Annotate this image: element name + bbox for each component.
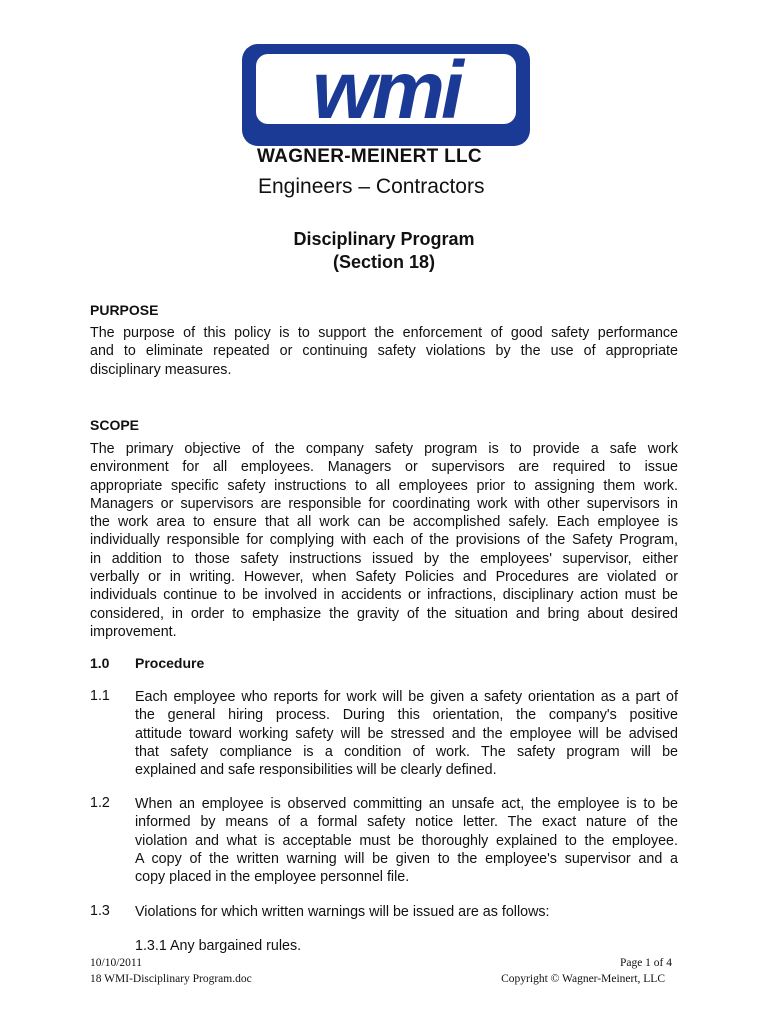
purpose-heading: PURPOSE — [90, 302, 159, 318]
item-line: the general hiring process. During this orientation, the company's positive — [135, 707, 678, 724]
item-number: 1.1 — [90, 688, 110, 704]
scope-heading: SCOPE — [90, 417, 140, 433]
scope-line: improvement. — [90, 623, 177, 640]
item-line: Each employee who reports for work will be given a safety orientation as a part of — [135, 689, 678, 705]
scope-line: appropriate specific safety instructions to all employees prior to assigning them work. — [90, 477, 678, 494]
company-name: WAGNER-MEINERT LLC — [257, 146, 482, 167]
purpose-line: and to eliminate repeated or continuing safety violations by the use of appropriate — [90, 343, 678, 360]
item-line: explained and safe responsibilities will be clearly defined. — [135, 762, 497, 779]
item-paragraph — [135, 903, 678, 921]
purpose-line: The purpose of this policy is to support the enforcement of good safety performance — [90, 325, 678, 341]
item-paragraph — [135, 688, 678, 779]
item-paragraph — [135, 795, 678, 886]
item-line: informed by means of a formal safety notice letter. The exact nature of the — [135, 814, 678, 831]
scope-line: The primary objective of the company safety program is to provide a safe work — [90, 441, 678, 457]
item-line: violation and what is acceptable must be thoroughly explained to the employee. — [135, 832, 678, 849]
item-line: A copy of the written warning will be given to the employee's supervisor and a — [135, 850, 678, 867]
procedure-number: 1.0 — [90, 655, 110, 671]
scope-line: individually responsible for complying with each of the provisions of the Safety Program, — [90, 532, 678, 549]
footer-page-number: Page 1 of 4 — [619, 957, 672, 969]
company-tagline: Engineers – Contractors — [258, 175, 485, 198]
scope-line: verbally or in writing. However, when Safety Policies and Procedures are violated or — [90, 569, 678, 586]
item-line: When an employee is observed committing an unsafe act, the employee is to be — [135, 796, 678, 812]
footer-copyright: Copyright © Wagner-Meinert, LLC — [501, 973, 665, 985]
procedure-heading: Procedure — [135, 655, 205, 671]
scope-line: the work area to ensure that all work can be accomplished safely. Each employee is — [90, 514, 678, 531]
scope-line: individuals continue to be involved in accidents or infractions, disciplinary action must be — [90, 587, 678, 604]
company-logo — [242, 44, 530, 146]
document-title: Disciplinary Program — [293, 229, 475, 249]
item-number: 1.2 — [90, 795, 110, 811]
scope-line: Managers or supervisors are responsible for coordinating work with other supervisors in — [90, 495, 678, 512]
item-line: that safety compliance is a condition of work. The safety program will be — [135, 743, 678, 760]
scope-line: environment for all employees. Managers or supervisors are required to issue — [90, 459, 678, 476]
purpose-line: disciplinary measures. — [90, 361, 232, 378]
footer-date: 10/10/2011 — [90, 957, 142, 969]
footer-filename: 18 WMI-Disciplinary Program.doc — [90, 973, 252, 985]
item-line: Violations for which written warnings will be issued are as follows: — [135, 904, 550, 920]
item-number: 1.3 — [90, 903, 110, 919]
sub-item: 1.3.1 Any bargained rules. — [135, 938, 302, 954]
logo-text: wmi — [312, 45, 460, 136]
scope-paragraph — [90, 440, 678, 641]
scope-line: considered, in order to emphasize the gravity of the situation and bring about desired — [90, 605, 678, 622]
item-line: attitude toward working safety will be stressed and the employee will be advised — [135, 725, 678, 742]
document-section: (Section 18) — [332, 252, 436, 272]
scope-line: in addition to those safety instructions issued by the employees' supervisor, either — [90, 550, 678, 567]
wmi-logo-graphic — [242, 44, 530, 146]
purpose-paragraph — [90, 324, 678, 379]
item-line: copy placed in the employee personnel file. — [135, 869, 410, 886]
